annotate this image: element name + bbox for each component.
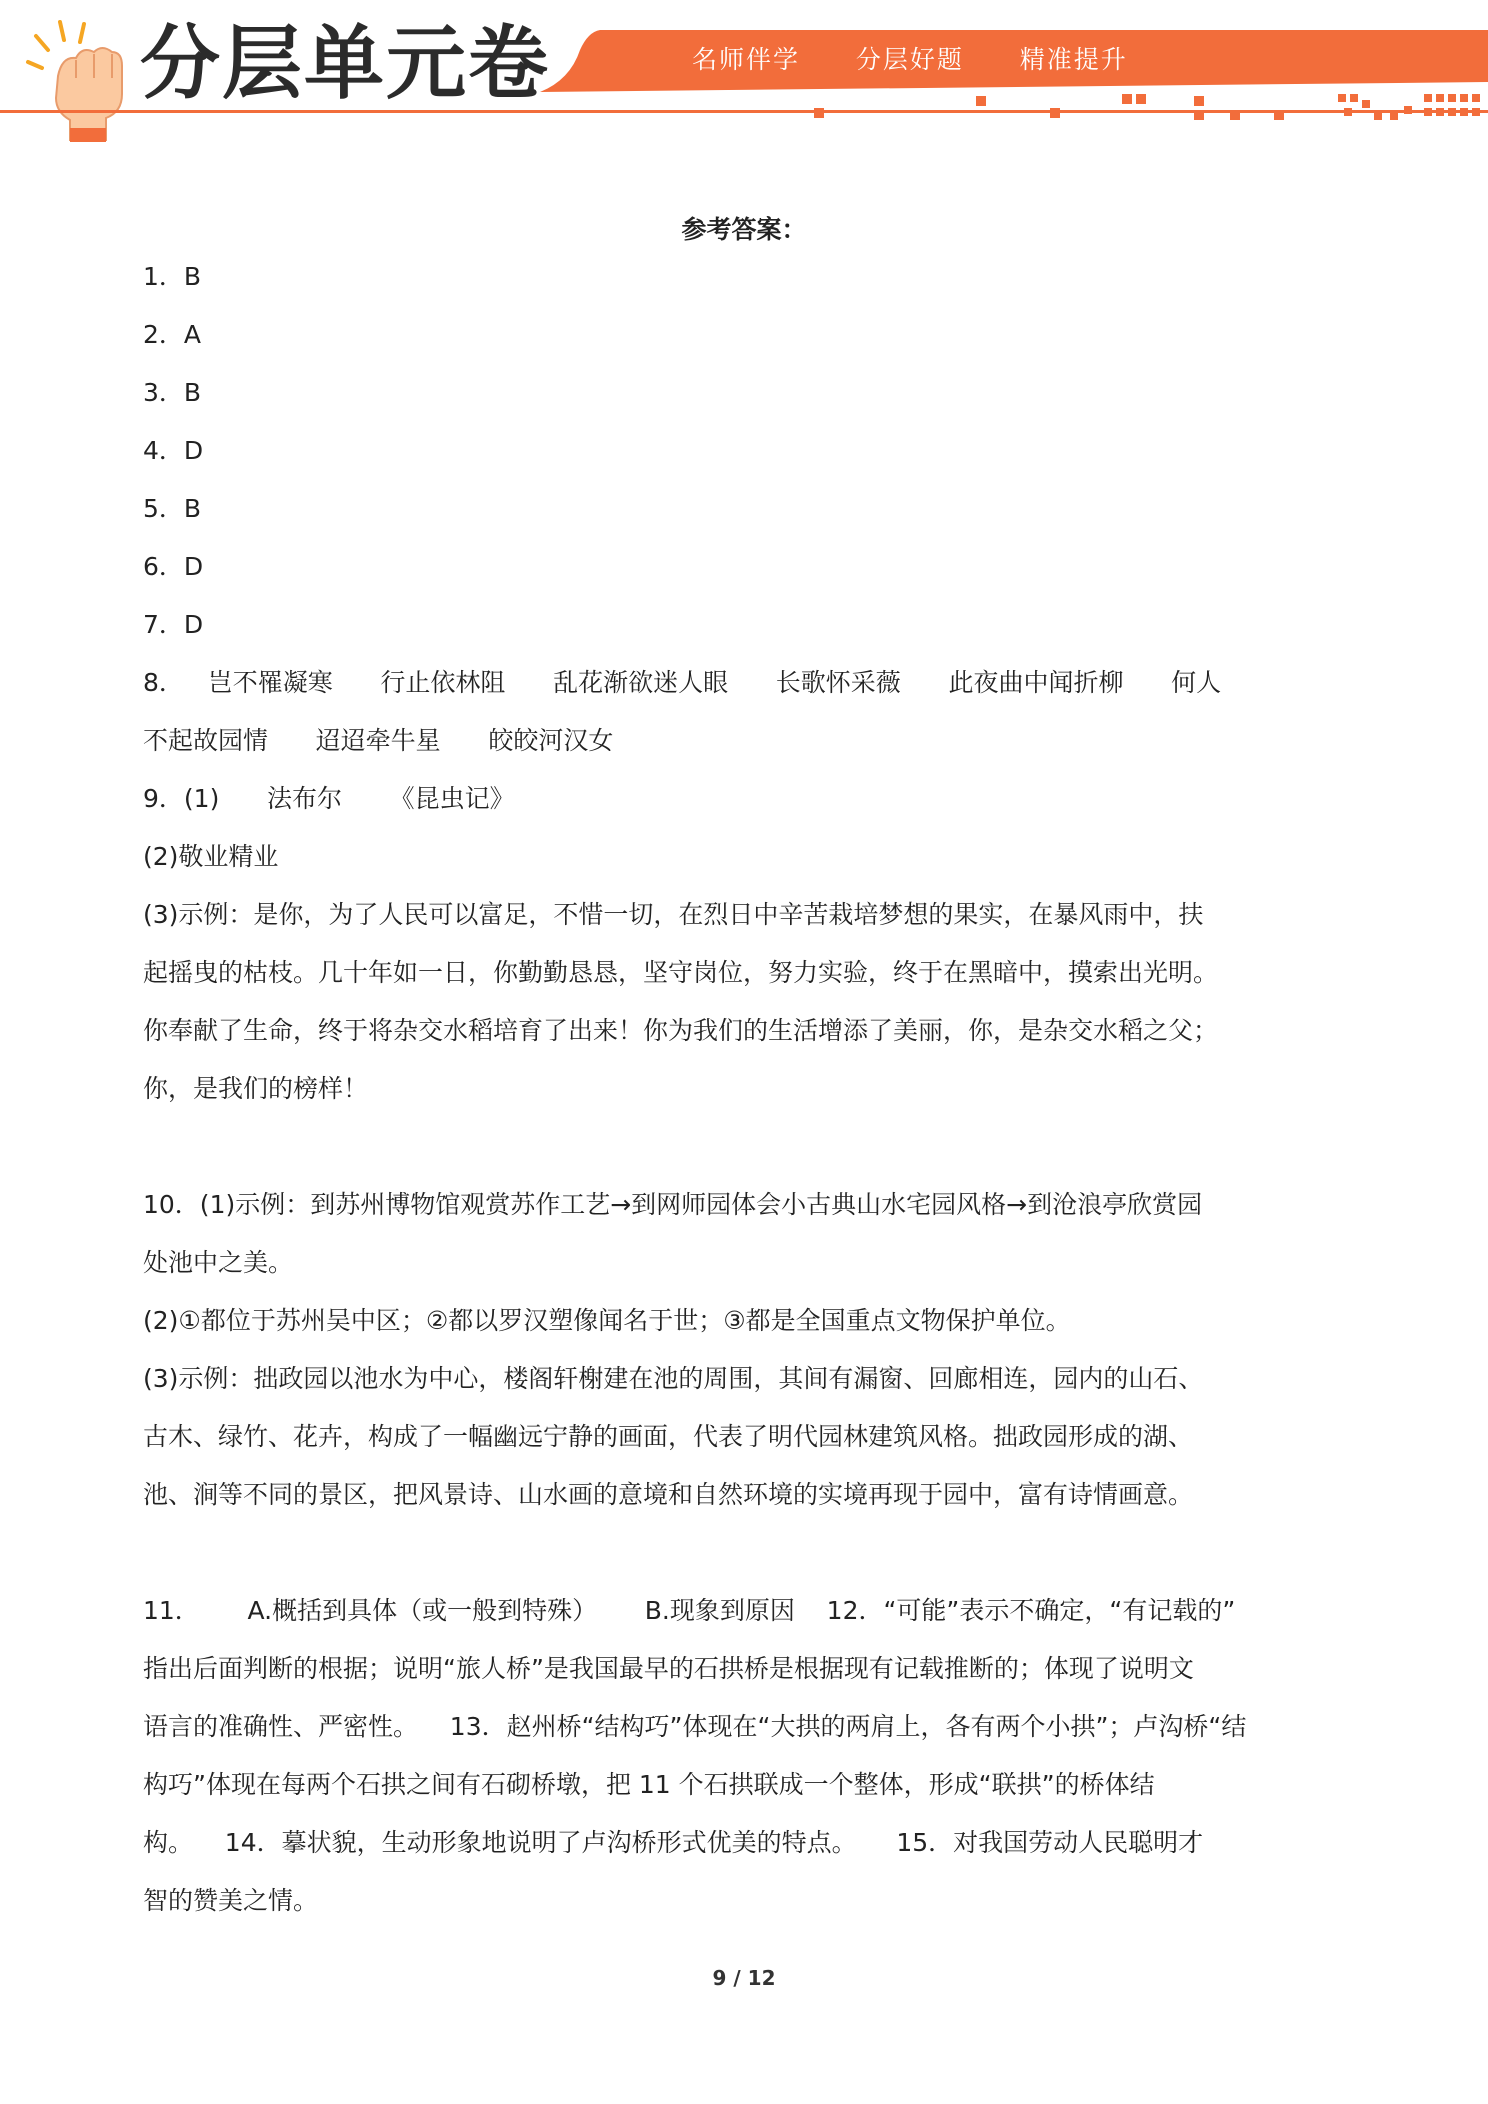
answer-line: 处池中之美。 (143, 1248, 294, 1277)
answer-line: 指出后面判断的根据；说明“旅人桥”是我国最早的石拱桥是根据现有记载推断的；体现了说明文 (143, 1654, 1194, 1683)
answer-line: 不起故园情 迢迢牵牛星 皎皎河汉女 (143, 726, 614, 755)
answer-line: (3)示例：是你，为了人民可以富足，不惜一切，在烈日中辛苦栽培梦想的果实，在暴风雨中，扶 (143, 900, 1204, 929)
answer-line: 智的赞美之情。 (143, 1886, 319, 1915)
answer-line: 古木、绿竹、花卉，构成了一幅幽远宁静的画面，代表了明代园林建筑风格。拙政园形成的湖、 (143, 1422, 1194, 1451)
decorative-dots (0, 90, 1488, 130)
answer-line: 语言的准确性、严密性。 13．赵州桥“结构巧”体现在“大拱的两肩上，各有两个小拱”；卢沟桥“结 (143, 1712, 1247, 1741)
page-header (0, 0, 1488, 160)
answer-line: (2)①都位于苏州吴中区；②都以罗汉塑像闻名于世；③都是全国重点文物保护单位。 (143, 1306, 1071, 1335)
answer-line: 池、涧等不同的景区，把风景诗、山水画的意境和自然环境的实境再现于园中，富有诗情画意。 (143, 1480, 1194, 1509)
answer-line: 3．B (143, 378, 202, 407)
answer-line: (2)敬业精业 (143, 842, 279, 871)
answer-line: 2．A (143, 320, 202, 349)
answer-line: (3)示例：拙政园以池水为中心，楼阁轩榭建在池的周围，其间有漏窗、回廊相连，园内的山石、 (143, 1364, 1204, 1393)
answer-line: 6．D (143, 552, 204, 581)
page-number: 9 / 12 (712, 1966, 776, 1990)
answer-line: 10．(1)示例：到苏州博物馆观赏苏作工艺→到网师园体会小古典山水宅园风格→到沧浪亭欣赏园 (143, 1190, 1203, 1219)
answer-line: 9．(1) 法布尔 《昆虫记》 (143, 784, 515, 813)
answer-line: 构。 14．摹状貌，生动形象地说明了卢沟桥形式优美的特点。 15．对我国劳动人民聪明才 (143, 1828, 1204, 1857)
answer-line: 构巧”体现在每两个石拱之间有石砌桥墩，把 11 个石拱联成一个整体，形成“联拱”的桥体结 (143, 1770, 1155, 1799)
answer-line: 11． A.概括到具体（或一般到特殊） B.现象到原因 12．“可能”表示不确定，“有记载的” (143, 1596, 1236, 1625)
header-slogan: 名师伴学 分层好题 精准提升 (692, 45, 1128, 74)
answer-line: 起摇曳的枯枝。几十年如一日，你勤勤恳恳，坚守岗位，努力实验，终于在黑暗中，摸索出光明。 (143, 958, 1219, 987)
answer-line: 你，是我们的榜样！ (143, 1074, 369, 1103)
answer-line: 1．B (143, 262, 202, 291)
answer-title: 参考答案： (681, 215, 807, 244)
answer-line: 7．D (143, 610, 204, 639)
answer-line: 你奉献了生命，终于将杂交水稻培育了出来！你为我们的生活增添了美丽，你，是杂交水稻之父； (143, 1016, 1219, 1045)
brand-title: 分层单元卷 (140, 17, 550, 110)
answer-line: 5．B (143, 494, 202, 523)
answer-line: 4．D (143, 436, 204, 465)
answer-line: 8． 岂不罹凝寒 行止依林阻 乱花渐欲迷人眼 长歌怀采薇 此夜曲中闻折柳 何人 (143, 668, 1222, 697)
